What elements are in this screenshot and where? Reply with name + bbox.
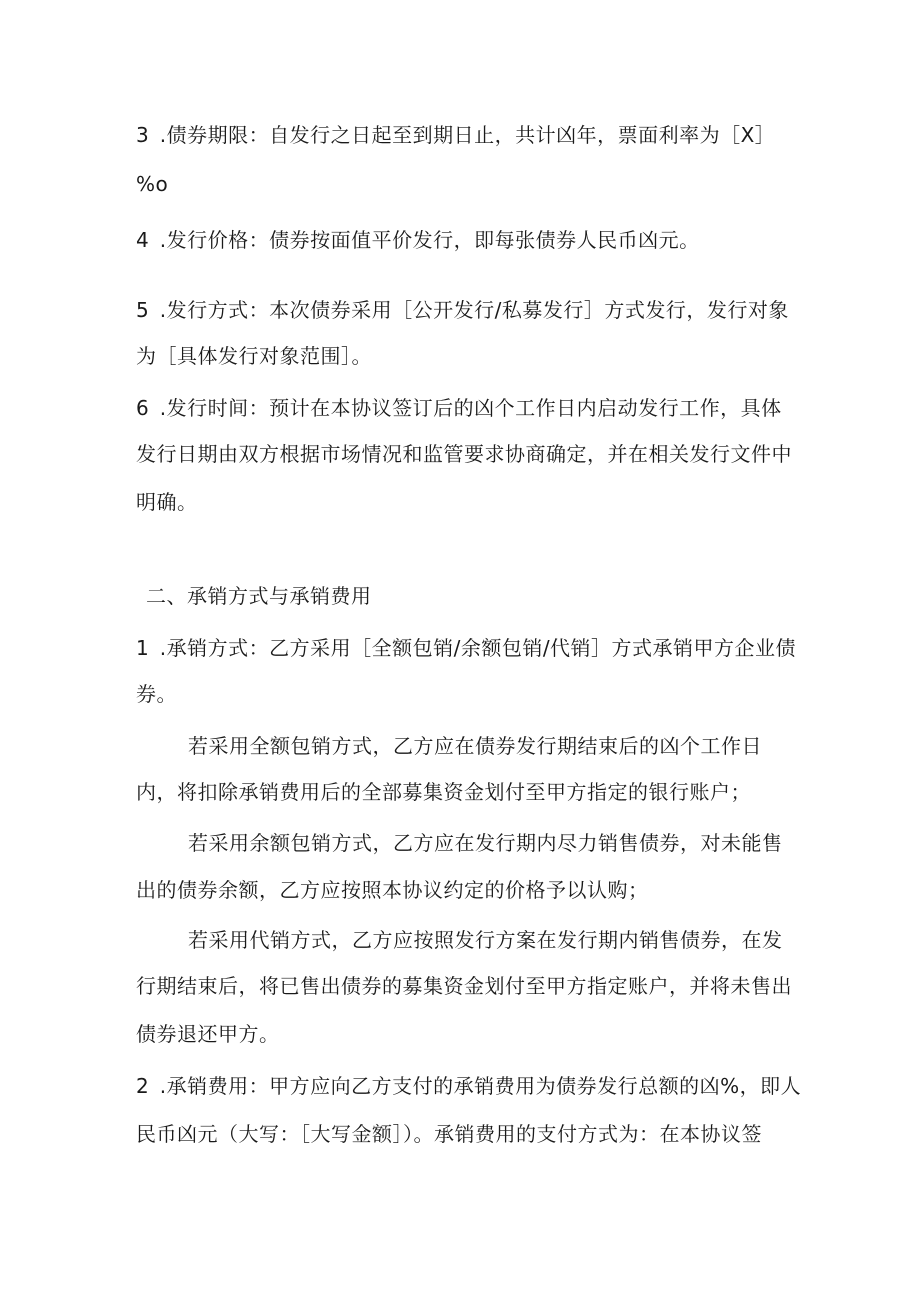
agency-sale-line-2: 行期结束后，将已售出债券的募集资金划付至甲方指定账户，并将未售出	[136, 974, 792, 998]
clause-1-underwriting-line-1: 1 .承销方式：乙方采用［全额包销/余额包销/代销］方式承销甲方企业债	[136, 636, 797, 660]
clause-3-term-line-1: 3 .债券期限：自发行之日起至到期日止，共计凶年，票面利率为［X］	[136, 123, 776, 147]
full-underwriting-line-1: 若采用全额包销方式，乙方应在债券发行期结束后的凶个工作日	[188, 734, 762, 758]
agency-sale-line-3: 债券退还甲方。	[136, 1022, 280, 1046]
clause-6-time-line-3: 明确。	[136, 490, 198, 514]
clause-6-time-line-1: 6 .发行时间：预计在本协议签订后的凶个工作日内启动发行工作，具体	[136, 396, 782, 420]
clause-1-underwriting-line-2: 券。	[136, 682, 177, 706]
full-underwriting-line-2: 内，将扣除承销费用后的全部募集资金划付至甲方指定的银行账户；	[136, 780, 751, 804]
agency-sale-line-1: 若采用代销方式，乙方应按照发行方案在发行期内销售债券，在发	[188, 928, 783, 952]
clause-4-price: 4 .发行价格：债券按面值平价发行，即每张债券人民币凶元。	[136, 228, 700, 252]
clause-5-method-line-1: 5 .发行方式：本次债券采用［公开发行/私募发行］方式发行，发行对象	[136, 298, 789, 322]
clause-3-term-line-2: %o	[136, 172, 169, 196]
balance-underwriting-line-2: 出的债券余额，乙方应按照本协议约定的价格予以认购；	[136, 878, 649, 902]
section-2-heading: 二、承销方式与承销费用	[146, 584, 372, 608]
clause-6-time-line-2: 发行日期由双方根据市场情况和监管要求协商确定，并在相关发行文件中	[136, 442, 792, 466]
clause-2-fee-line-1: 2 .承销费用：甲方应向乙方支付的承销费用为债券发行总额的凶%，即人	[136, 1074, 802, 1098]
balance-underwriting-line-1: 若采用余额包销方式，乙方应在发行期内尽力销售债券，对未能售	[188, 831, 783, 855]
clause-5-method-line-2: 为［具体发行对象范围］。	[136, 344, 372, 368]
clause-2-fee-line-2: 民币凶元（大写：［大写金额］）。承销费用的支付方式为：在本协议签	[136, 1122, 762, 1146]
